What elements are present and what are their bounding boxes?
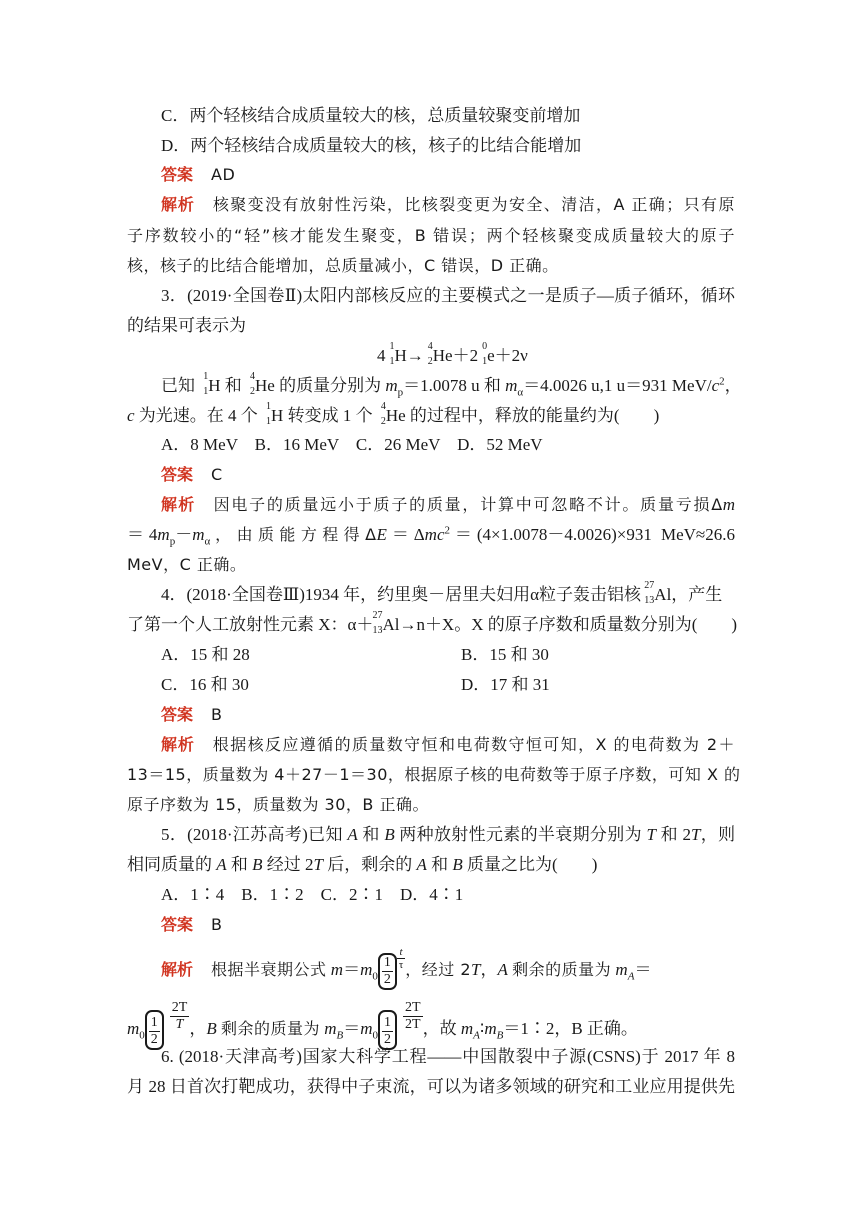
analysis-text: $m_0$ $\frac{1}{2}$ $\frac{2T}{T}$ ，B 剩余的质量为 $m_B=m_0$ $\frac{1}{2}$ $\frac{2T}{2T}$ ，故 $m_A∶m_B=1∶2$，B 正确。 bbox=[127, 1000, 735, 1046]
question-4-line: 4．(2018·全国卷Ⅲ)1934 年，约里奥－居里夫妇用α粒子轰击铝核 27 13 Al，产生 bbox=[161, 580, 723, 606]
question-3-line: c 为光速。在 4 个 1 1 H 转变成 1 个 4 2 He 的过程中，释放的能量约为( ) bbox=[127, 401, 660, 427]
half-fraction: $\frac{1}{2}$ bbox=[378, 953, 397, 990]
answer-line bbox=[161, 164, 735, 186]
answer-line: 答案 C bbox=[161, 465, 223, 484]
option-d: D．两个轻核结合成质量较大的核，核子的比结合能增加 bbox=[161, 136, 582, 155]
analysis-line: 解析 根据核反应遵循的质量数守恒和电荷数守恒可知，X 的电荷数为 2＋ bbox=[161, 735, 735, 754]
analysis-text: 子序数较小的“轻”核才能发生聚变，B 错误；两个轻核聚变成质量较大的原子 bbox=[127, 226, 735, 245]
question-6-line: 月 28 日首次打靶成功，获得中子束流，可以为诸多领域的研究和工业应用提供先 bbox=[127, 1077, 735, 1096]
analysis-text: 核，核子的比结合能增加，总质量减小，C 错误，D 正确。 bbox=[127, 256, 559, 275]
analysis-label: 解析 bbox=[161, 195, 195, 214]
option-c: C．两个轻核结合成质量较大的核，总质量较聚变前增加 bbox=[161, 106, 581, 125]
answer-label: 答案 bbox=[161, 165, 194, 184]
question-6-line: 6. (2018·天津高考)国家大科学工程——中国散裂中子源(CSNS)于 2017 年 8 bbox=[161, 1047, 735, 1066]
question-5-options: A．1∶4 B．1∶2 C．2∶1 D．4∶1 bbox=[161, 885, 464, 904]
analysis-line bbox=[161, 194, 735, 216]
answer-line: 答案 B bbox=[161, 705, 223, 724]
analysis-text: MeV，C 正确。 bbox=[127, 555, 247, 574]
question-4-line: 了第一个人工放射性元素 X：α＋ 27 13 Al→n＋X。X 的原子序数和质量数分别为( ) bbox=[127, 610, 738, 636]
reaction-equation: 4 1 1 H→ 4 2 He＋2 0 1 e＋2ν bbox=[377, 341, 528, 367]
question-5-line: 5．(2018·江苏高考)已知 A 和 B 两种放射性元素的半衰期分别为 T 和 2T，则 bbox=[161, 825, 736, 844]
answer-value: AD bbox=[211, 165, 236, 184]
answer-line: 答案 B bbox=[161, 915, 223, 934]
analysis-text: 13＝15，质量数为 4＋27－1＝30，根据原子核的电荷数等于原子序数，可知 X 的 bbox=[127, 765, 741, 784]
analysis-line: 解析 因电子的质量远小于质子的质量，计算中可忽略不计。质量亏损Δm bbox=[161, 495, 735, 514]
question-5-line: 相同质量的 A 和 B 经过 2T 后，剩余的 A 和 B 质量之比为( ) bbox=[127, 855, 598, 874]
analysis-text: 核聚变没有放射性污染，比核裂变更为安全、清洁，A 正确；只有原 bbox=[212, 195, 735, 214]
analysis-text: 原子序数为 15，质量数为 30，B 正确。 bbox=[127, 795, 429, 814]
question-3-line: 的结果可表示为 bbox=[127, 316, 246, 335]
question-3-options: A．8 MeV B．16 MeV C．26 MeV D．52 MeV bbox=[161, 435, 543, 454]
question-3-line: 已知 1 1 H 和 4 2 He 的质量分别为 $m_p=1.0078$ u 和 $m_\alpha=4.0026$ u,1 u＝931 MeV/$c^2$， bbox=[161, 371, 742, 399]
question-3-line: 3．(2019·全国卷Ⅱ)太阳内部核反应的主要模式之一是质子—质子循环，循环 bbox=[161, 286, 735, 305]
analysis-text: $=4m_p-m_\alpha$，由质能方程得ΔE＝Δmc$^2$＝(4×1.0078－4.0026)×931 MeV≈26.6 bbox=[127, 524, 736, 548]
option-a: A．15 和 28 bbox=[161, 645, 250, 664]
analysis-line: 解析 根据半衰期公式 $m=m_0$ $\frac{1}{2}$ $^{\frac{t}{\tau}}$ ，经过 2T，A 剩余的质量为 $m_A=$ bbox=[161, 946, 735, 992]
option-b: B．15 和 30 bbox=[461, 645, 549, 664]
option-d: D．17 和 31 bbox=[461, 675, 550, 694]
option-c: C．16 和 30 bbox=[161, 675, 249, 694]
